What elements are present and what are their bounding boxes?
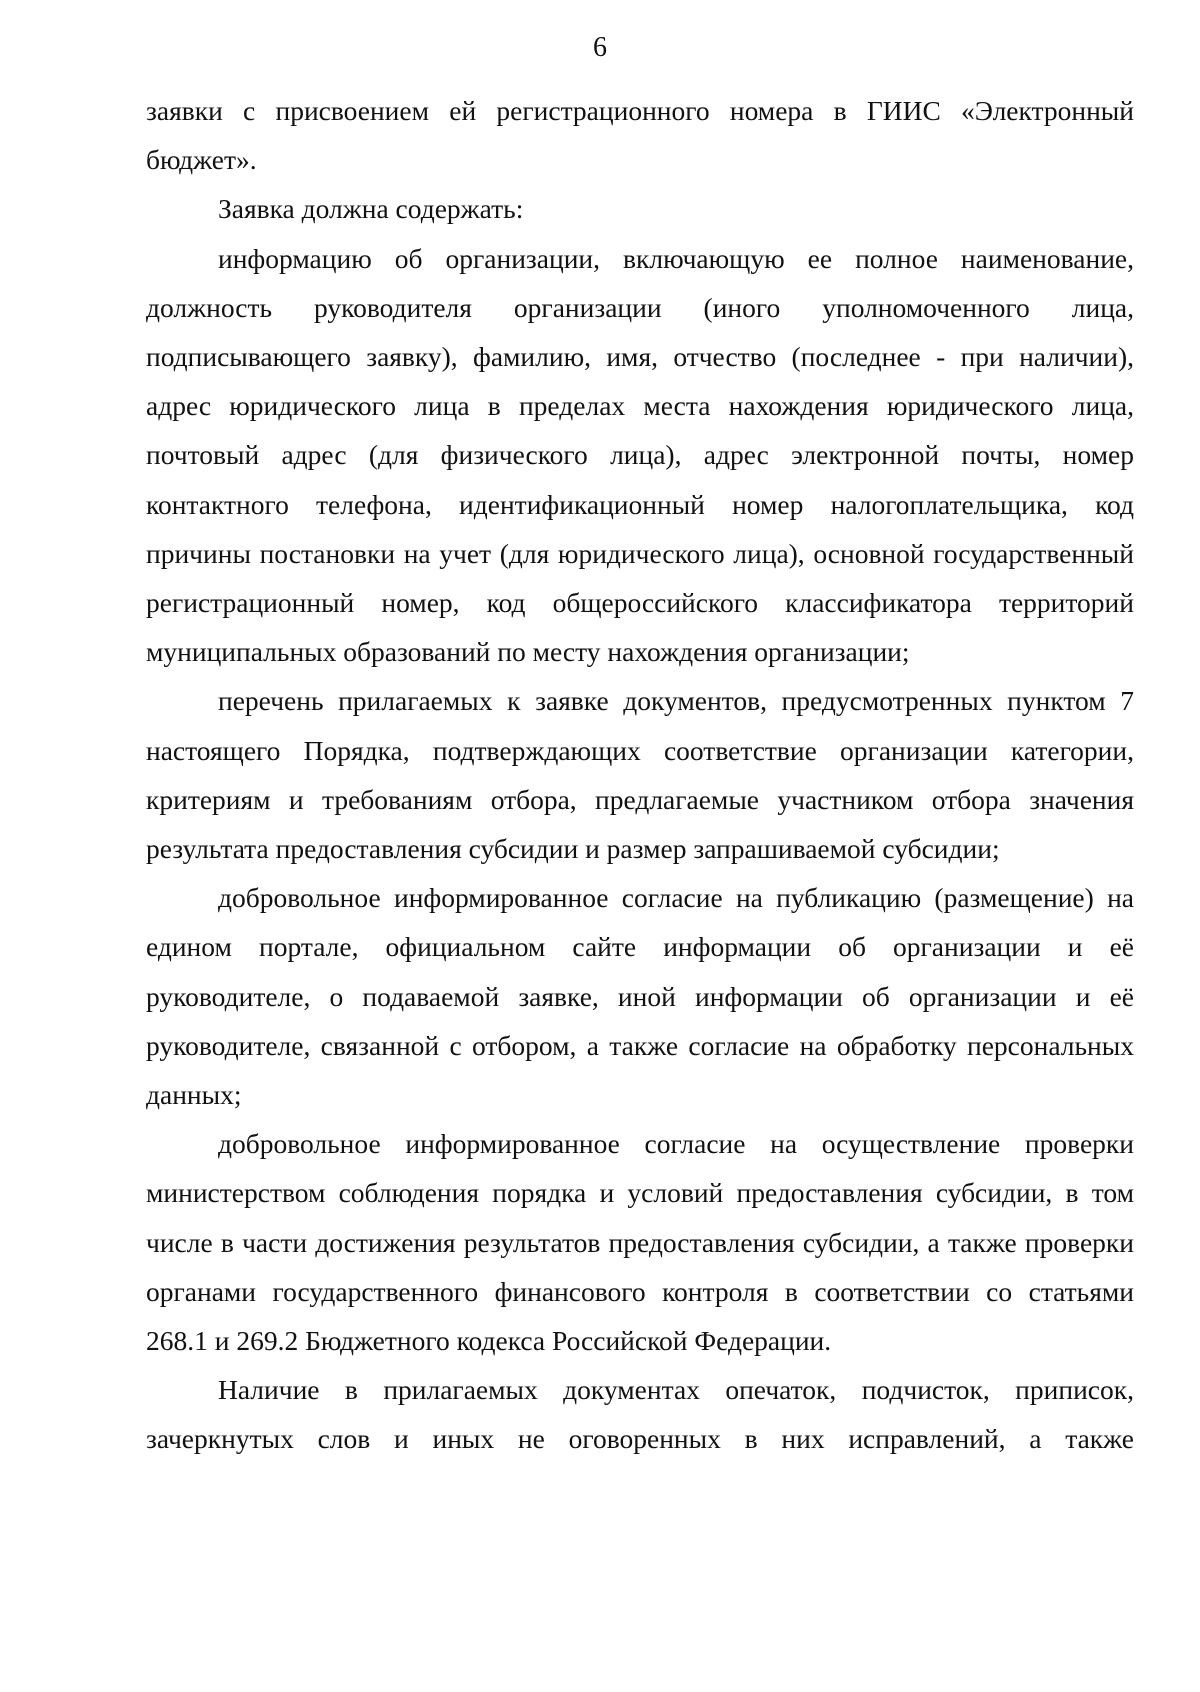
paragraph-inspection-consent: добровольное информированное согласие на осуществление проверки министерством соблюдения порядка и условий предоставления субсидии, в том числе в части достижения результатов предоставления субсидии, а также проверки органами государственного финансового контроля в соответствии со статьями 268.1 и 269.2 Бюджетного кодекса Российской Федерации. bbox=[146, 1128, 1134, 1357]
document-body bbox=[146, 86, 1134, 1464]
paragraph-application-contents-intro: Заявка должна содержать: bbox=[218, 193, 524, 225]
paragraph-organization-info: информацию об организации, включающую ее полное наименование, должность руководителя организации (иного уполномоченного лица, подписывающего заявку), фамилию, имя, отчество (последнее - при наличии), адрес юридического лица в пределах места нахождения юридического лица, почтовый адрес (для физического лица), адрес электронной почты, номер контактного телефона, идентификационный номер налогоплательщика, код причины постановки на учет (для юридического лица), основной государственный регистрационный номер, код общероссийского классификатора территорий муниципальных образований по месту нахождения организации; bbox=[146, 242, 1134, 668]
paragraph-document-list: перечень прилагаемых к заявке документов, предусмотренных пунктом 7 настоящего Порядка, подтверждающих соответствие организации категории, критериям и требованиям отбора, предлагаемые участником отбора значения результата предоставления субсидии и размер запрашиваемой субсидии; bbox=[146, 685, 1134, 865]
paragraph-errors-notice: Наличие в прилагаемых документах опечаток, подчисток, приписок, зачеркнутых слов и иных не оговоренных в них исправлений, а также bbox=[146, 1374, 1134, 1455]
paragraph-publication-consent: добровольное информированное согласие на публикацию (размещение) на едином портале, официальном сайте информации об организации и её руководителе, о подаваемой заявке, иной информации об организации и её руководителе, связанной с отбором, а также согласие на обработку персональных данных; bbox=[146, 882, 1134, 1111]
page-number: 6 bbox=[593, 32, 607, 63]
paragraph-continuation: заявки с присвоением ей регистрационного номера в ГИИС «Электронный бюджет». bbox=[146, 95, 1134, 176]
